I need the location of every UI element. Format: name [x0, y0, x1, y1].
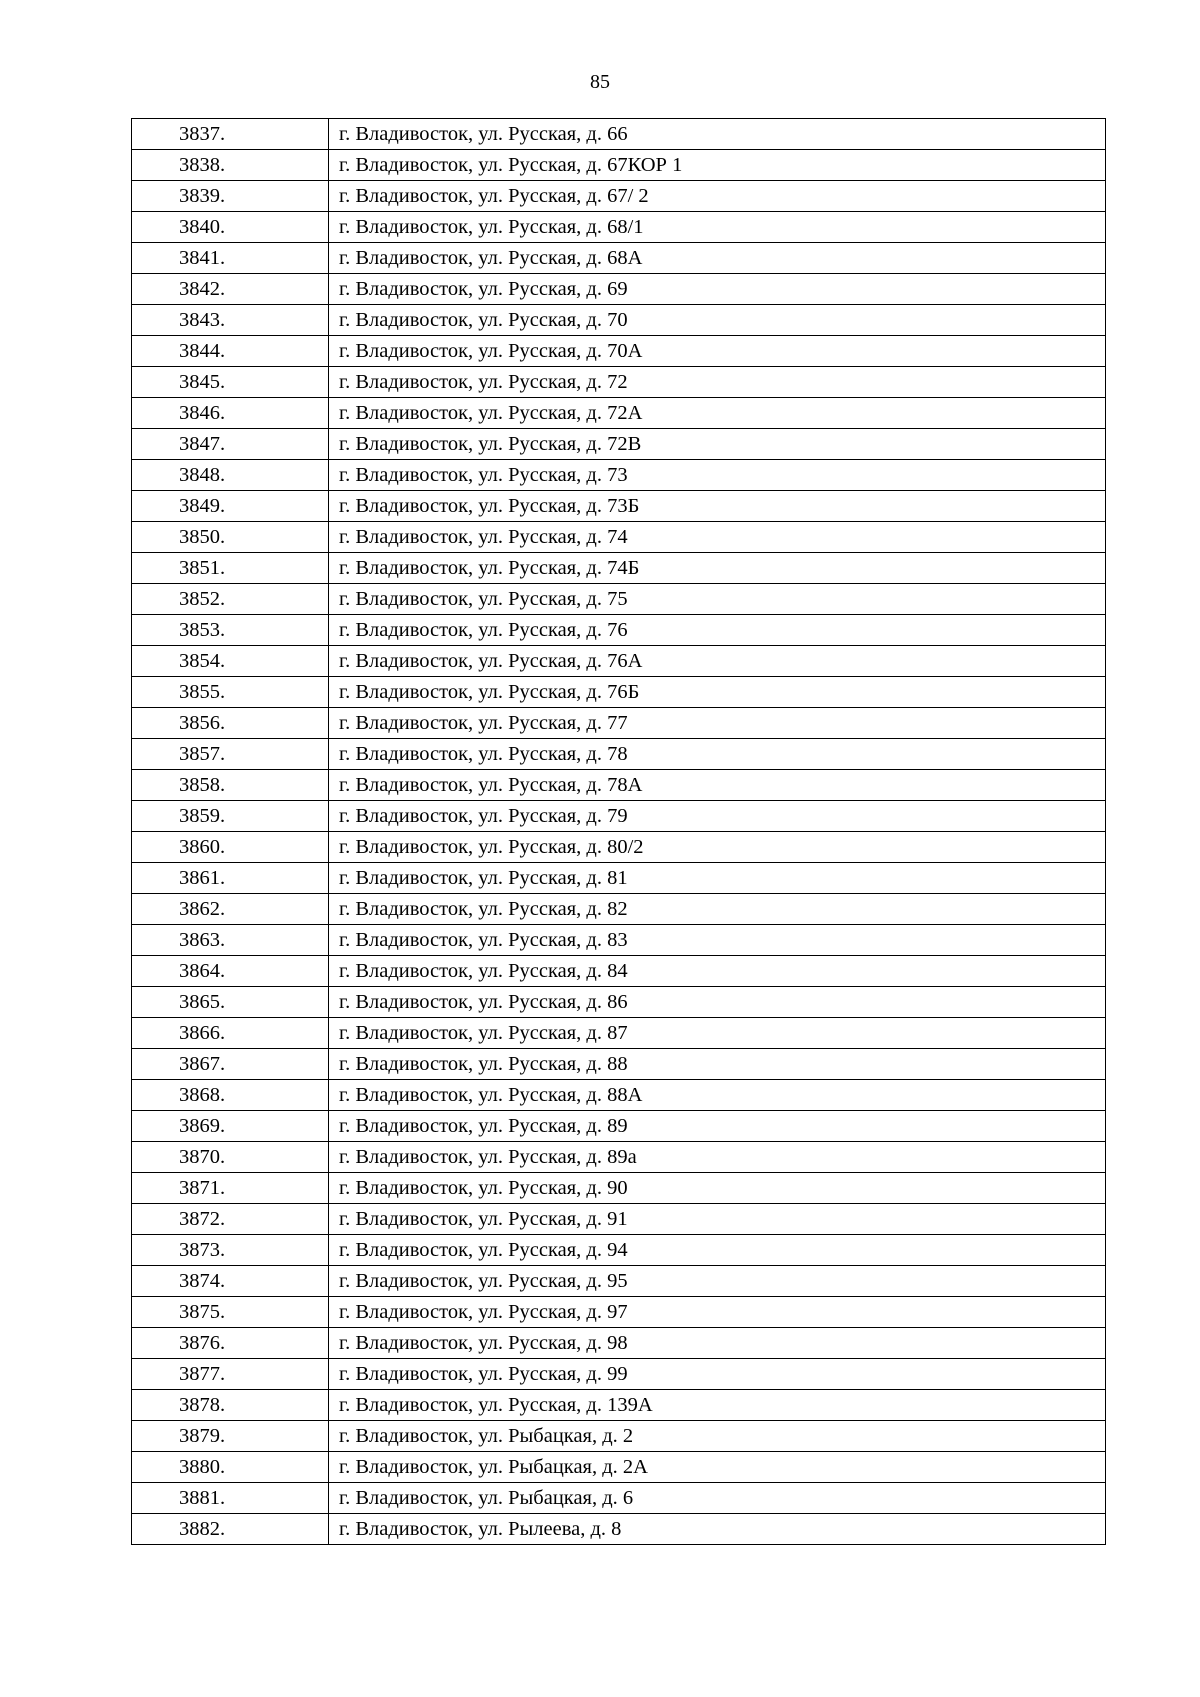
table-row: [132, 1483, 1106, 1514]
table-row: [132, 150, 1106, 181]
table-row: [132, 832, 1106, 863]
row-number: 3847.: [132, 429, 329, 460]
table-row: [132, 1018, 1106, 1049]
row-number: 3840.: [132, 212, 329, 243]
row-number: 3870.: [132, 1142, 329, 1173]
row-address: г. Владивосток, ул. Русская, д. 87: [329, 1018, 1106, 1049]
row-address: г. Владивосток, ул. Русская, д. 72А: [329, 398, 1106, 429]
row-number: 3877.: [132, 1359, 329, 1390]
row-address: г. Владивосток, ул. Русская, д. 75: [329, 584, 1106, 615]
table-row: [132, 1235, 1106, 1266]
row-number: 3861.: [132, 863, 329, 894]
table-row: [132, 553, 1106, 584]
table-row: [132, 646, 1106, 677]
row-number: 3857.: [132, 739, 329, 770]
table-row: [132, 336, 1106, 367]
table-row: [132, 956, 1106, 987]
row-address: г. Владивосток, ул. Русская, д. 73: [329, 460, 1106, 491]
row-address: г. Владивосток, ул. Рылеева, д. 8: [329, 1514, 1106, 1545]
table-row: [132, 1328, 1106, 1359]
row-number: 3844.: [132, 336, 329, 367]
row-number: 3846.: [132, 398, 329, 429]
table-row: [132, 181, 1106, 212]
table-row: [132, 1049, 1106, 1080]
row-number: 3871.: [132, 1173, 329, 1204]
table-row: [132, 987, 1106, 1018]
row-number: 3849.: [132, 491, 329, 522]
row-address: г. Владивосток, ул. Русская, д. 80/2: [329, 832, 1106, 863]
row-address: г. Владивосток, ул. Рыбацкая, д. 2А: [329, 1452, 1106, 1483]
row-number: 3838.: [132, 150, 329, 181]
row-number: 3858.: [132, 770, 329, 801]
table-row: [132, 212, 1106, 243]
row-number: 3864.: [132, 956, 329, 987]
row-address: г. Владивосток, ул. Рыбацкая, д. 6: [329, 1483, 1106, 1514]
row-address: г. Владивосток, ул. Русская, д. 67КОР 1: [329, 150, 1106, 181]
row-address: г. Владивосток, ул. Русская, д. 89а: [329, 1142, 1106, 1173]
row-number: 3874.: [132, 1266, 329, 1297]
row-address: г. Владивосток, ул. Русская, д. 76А: [329, 646, 1106, 677]
row-address: г. Владивосток, ул. Русская, д. 68/1: [329, 212, 1106, 243]
row-address: г. Владивосток, ул. Русская, д. 95: [329, 1266, 1106, 1297]
table-row: [132, 429, 1106, 460]
row-address: г. Владивосток, ул. Русская, д. 70А: [329, 336, 1106, 367]
table-row: [132, 1514, 1106, 1545]
row-number: 3851.: [132, 553, 329, 584]
table-row: [132, 925, 1106, 956]
row-address: г. Владивосток, ул. Рыбацкая, д. 2: [329, 1421, 1106, 1452]
row-number: 3839.: [132, 181, 329, 212]
table-row: [132, 460, 1106, 491]
table-row: [132, 367, 1106, 398]
row-address: г. Владивосток, ул. Русская, д. 139А: [329, 1390, 1106, 1421]
address-table: [131, 118, 1106, 1545]
row-number: 3841.: [132, 243, 329, 274]
row-address: г. Владивосток, ул. Русская, д. 72В: [329, 429, 1106, 460]
row-number: 3867.: [132, 1049, 329, 1080]
row-address: г. Владивосток, ул. Русская, д. 98: [329, 1328, 1106, 1359]
row-number: 3881.: [132, 1483, 329, 1514]
row-number: 3855.: [132, 677, 329, 708]
table-row: [132, 584, 1106, 615]
row-address: г. Владивосток, ул. Русская, д. 81: [329, 863, 1106, 894]
row-address: г. Владивосток, ул. Русская, д. 91: [329, 1204, 1106, 1235]
page-number: 85: [590, 71, 610, 93]
row-number: 3875.: [132, 1297, 329, 1328]
table-row: [132, 1452, 1106, 1483]
table-row: [132, 1142, 1106, 1173]
table-row: [132, 522, 1106, 553]
row-address: г. Владивосток, ул. Русская, д. 78А: [329, 770, 1106, 801]
table-row: [132, 1359, 1106, 1390]
table-row: [132, 1173, 1106, 1204]
row-number: 3852.: [132, 584, 329, 615]
row-address: г. Владивосток, ул. Русская, д. 68А: [329, 243, 1106, 274]
row-number: 3872.: [132, 1204, 329, 1235]
row-number: 3882.: [132, 1514, 329, 1545]
table-row: [132, 801, 1106, 832]
table-row: [132, 863, 1106, 894]
row-address: г. Владивосток, ул. Русская, д. 89: [329, 1111, 1106, 1142]
table-row: [132, 243, 1106, 274]
row-number: 3842.: [132, 274, 329, 305]
row-address: г. Владивосток, ул. Русская, д. 94: [329, 1235, 1106, 1266]
table-row: [132, 708, 1106, 739]
row-address: г. Владивосток, ул. Русская, д. 83: [329, 925, 1106, 956]
row-number: 3869.: [132, 1111, 329, 1142]
row-number: 3862.: [132, 894, 329, 925]
table-row: [132, 1297, 1106, 1328]
row-number: 3866.: [132, 1018, 329, 1049]
row-number: 3879.: [132, 1421, 329, 1452]
table-row: [132, 398, 1106, 429]
row-number: 3880.: [132, 1452, 329, 1483]
table-row: [132, 1111, 1106, 1142]
row-address: г. Владивосток, ул. Русская, д. 76: [329, 615, 1106, 646]
row-number: 3843.: [132, 305, 329, 336]
row-number: 3850.: [132, 522, 329, 553]
row-address: г. Владивосток, ул. Русская, д. 90: [329, 1173, 1106, 1204]
table-row: [132, 739, 1106, 770]
row-address: г. Владивосток, ул. Русская, д. 72: [329, 367, 1106, 398]
table-row: [132, 274, 1106, 305]
row-number: 3878.: [132, 1390, 329, 1421]
row-address: г. Владивосток, ул. Русская, д. 82: [329, 894, 1106, 925]
row-address: г. Владивосток, ул. Русская, д. 88А: [329, 1080, 1106, 1111]
row-address: г. Владивосток, ул. Русская, д. 84: [329, 956, 1106, 987]
row-number: 3848.: [132, 460, 329, 491]
table-row: [132, 1204, 1106, 1235]
row-number: 3868.: [132, 1080, 329, 1111]
row-address: г. Владивосток, ул. Русская, д. 70: [329, 305, 1106, 336]
row-number: 3860.: [132, 832, 329, 863]
row-number: 3845.: [132, 367, 329, 398]
row-number: 3837.: [132, 119, 329, 150]
table-row: [132, 1390, 1106, 1421]
row-address: г. Владивосток, ул. Русская, д. 86: [329, 987, 1106, 1018]
row-number: 3865.: [132, 987, 329, 1018]
row-address: г. Владивосток, ул. Русская, д. 79: [329, 801, 1106, 832]
address-table-body: [132, 119, 1106, 1545]
row-address: г. Владивосток, ул. Русская, д. 67/ 2: [329, 181, 1106, 212]
table-row: [132, 770, 1106, 801]
row-address: г. Владивосток, ул. Русская, д. 66: [329, 119, 1106, 150]
table-row: [132, 615, 1106, 646]
row-address: г. Владивосток, ул. Русская, д. 99: [329, 1359, 1106, 1390]
table-row: [132, 1080, 1106, 1111]
row-address: г. Владивосток, ул. Русская, д. 74Б: [329, 553, 1106, 584]
row-address: г. Владивосток, ул. Русская, д. 73Б: [329, 491, 1106, 522]
row-number: 3863.: [132, 925, 329, 956]
row-number: 3859.: [132, 801, 329, 832]
table-row: [132, 894, 1106, 925]
row-address: г. Владивосток, ул. Русская, д. 76Б: [329, 677, 1106, 708]
table-row: [132, 677, 1106, 708]
row-number: 3876.: [132, 1328, 329, 1359]
table-row: [132, 119, 1106, 150]
row-address: г. Владивосток, ул. Русская, д. 88: [329, 1049, 1106, 1080]
row-address: г. Владивосток, ул. Русская, д. 97: [329, 1297, 1106, 1328]
row-number: 3873.: [132, 1235, 329, 1266]
row-number: 3854.: [132, 646, 329, 677]
table-row: [132, 305, 1106, 336]
row-address: г. Владивосток, ул. Русская, д. 77: [329, 708, 1106, 739]
table-row: [132, 1421, 1106, 1452]
table-row: [132, 1266, 1106, 1297]
row-address: г. Владивосток, ул. Русская, д. 69: [329, 274, 1106, 305]
row-address: г. Владивосток, ул. Русская, д. 74: [329, 522, 1106, 553]
row-address: г. Владивосток, ул. Русская, д. 78: [329, 739, 1106, 770]
row-number: 3856.: [132, 708, 329, 739]
table-row: [132, 491, 1106, 522]
row-number: 3853.: [132, 615, 329, 646]
